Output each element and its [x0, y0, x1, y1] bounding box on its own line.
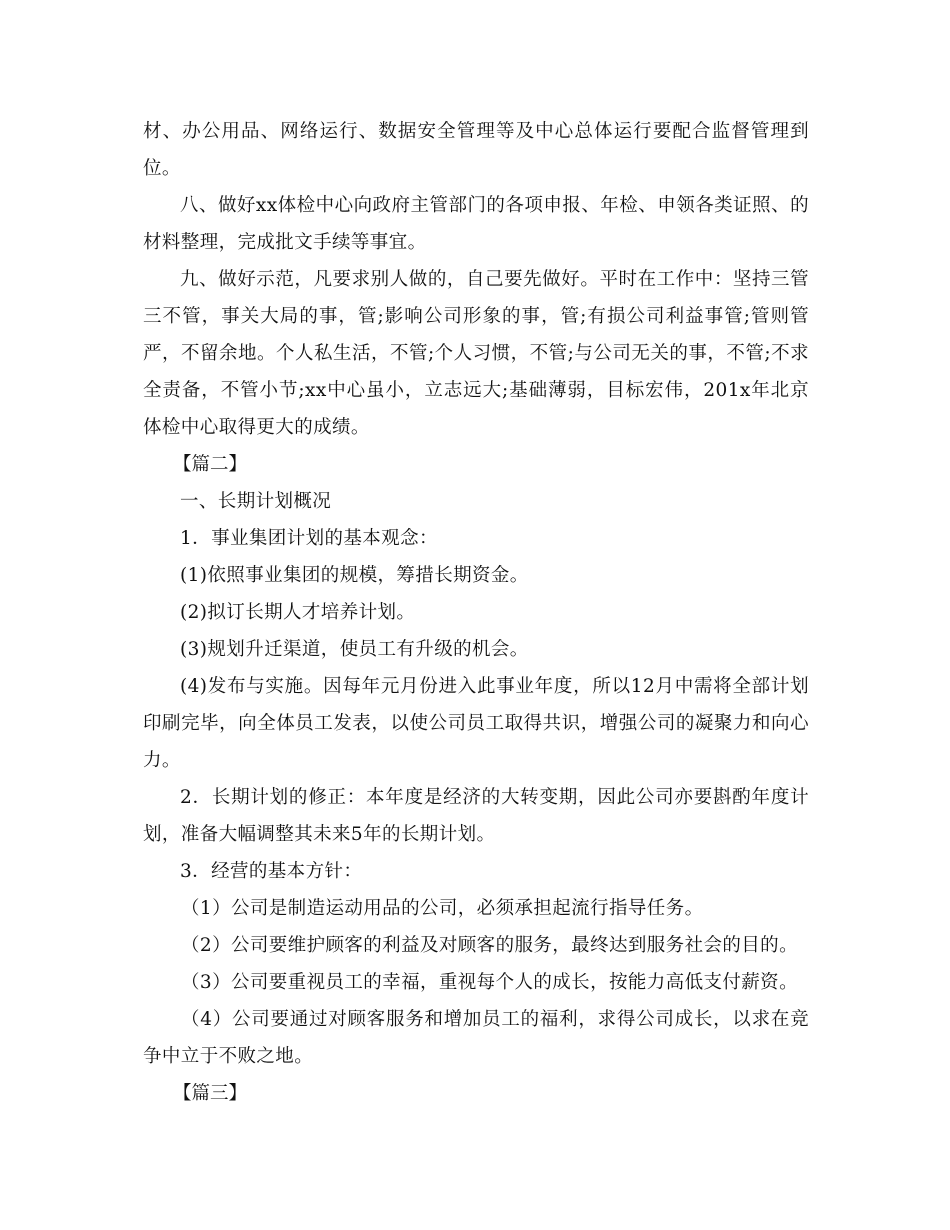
- paragraph-item-nine: 九、做好示范，凡要求别人做的，自己要先做好。平时在工作中：坚持三管三不管，事关大局的事，管;影响公司形象的事，管;有损公司利益事管;管则管严，不留余地。个人私生活，不管;个人习惯，不管;与公司无关的事，不管;不求全责备，不管小节;xx中心虽小，立志远大;基础薄弱，目标宏伟，201x年北京体检中心取得更大的成绩。: [143, 269, 809, 438]
- list-item-policy-three: （3）公司要重视员工的幸福，重视每个人的成长，按能力高低支付薪资。: [181, 972, 798, 993]
- section-heading-part-two: 【篇二】: [173, 454, 248, 475]
- list-item-promotion: (3)规划升迁渠道，使员工有升级的机会。: [180, 639, 529, 660]
- section-heading-part-three: 【篇三】: [173, 1083, 248, 1104]
- subheading-long-term-plan: 一、长期计划概况: [180, 491, 332, 512]
- paragraph-continuation: 材、办公用品、网络运行、数据安全管理等及中心总体运行要配合监督管理到位。: [143, 121, 809, 179]
- list-item-funding: (1)依照事业集团的规模，筹措长期资金。: [180, 565, 529, 586]
- list-item-policy-one: （1）公司是制造运动用品的公司，必须承担起流行指导任务。: [181, 898, 704, 919]
- list-item-publish: (4)发布与实施。因每年元月份进入此事业年度，所以12月中需将全部计划印刷完毕，向全体员工发表，以使公司员工取得共识，增强公司的凝聚力和向心力。: [143, 676, 809, 771]
- document-body: [143, 113, 809, 1112]
- paragraph-basic-concept: 1．事业集团计划的基本观念：: [180, 528, 438, 549]
- list-item-policy-four: （4）公司要通过对顾客服务和增加员工的福利，求得公司成长，以求在竞争中立于不败之地。: [143, 1009, 809, 1067]
- paragraph-item-eight: 八、做好xx体检中心向政府主管部门的各项申报、年检、申领各类证照、的材料整理，完成批文手续等事宜。: [143, 195, 809, 253]
- list-item-policy-two: （2）公司要维护顾客的利益及对顾客的服务，最终达到服务社会的目的。: [181, 935, 798, 956]
- list-item-talent: (2)拟订长期人才培养计划。: [180, 602, 416, 623]
- paragraph-business-policy: 3．经营的基本方针：: [180, 861, 363, 882]
- paragraph-plan-revision: 2．长期计划的修正：本年度是经济的大转变期，因此公司亦要斟酌年度计划，准备大幅调整其未来5年的长期计划。: [143, 787, 809, 845]
